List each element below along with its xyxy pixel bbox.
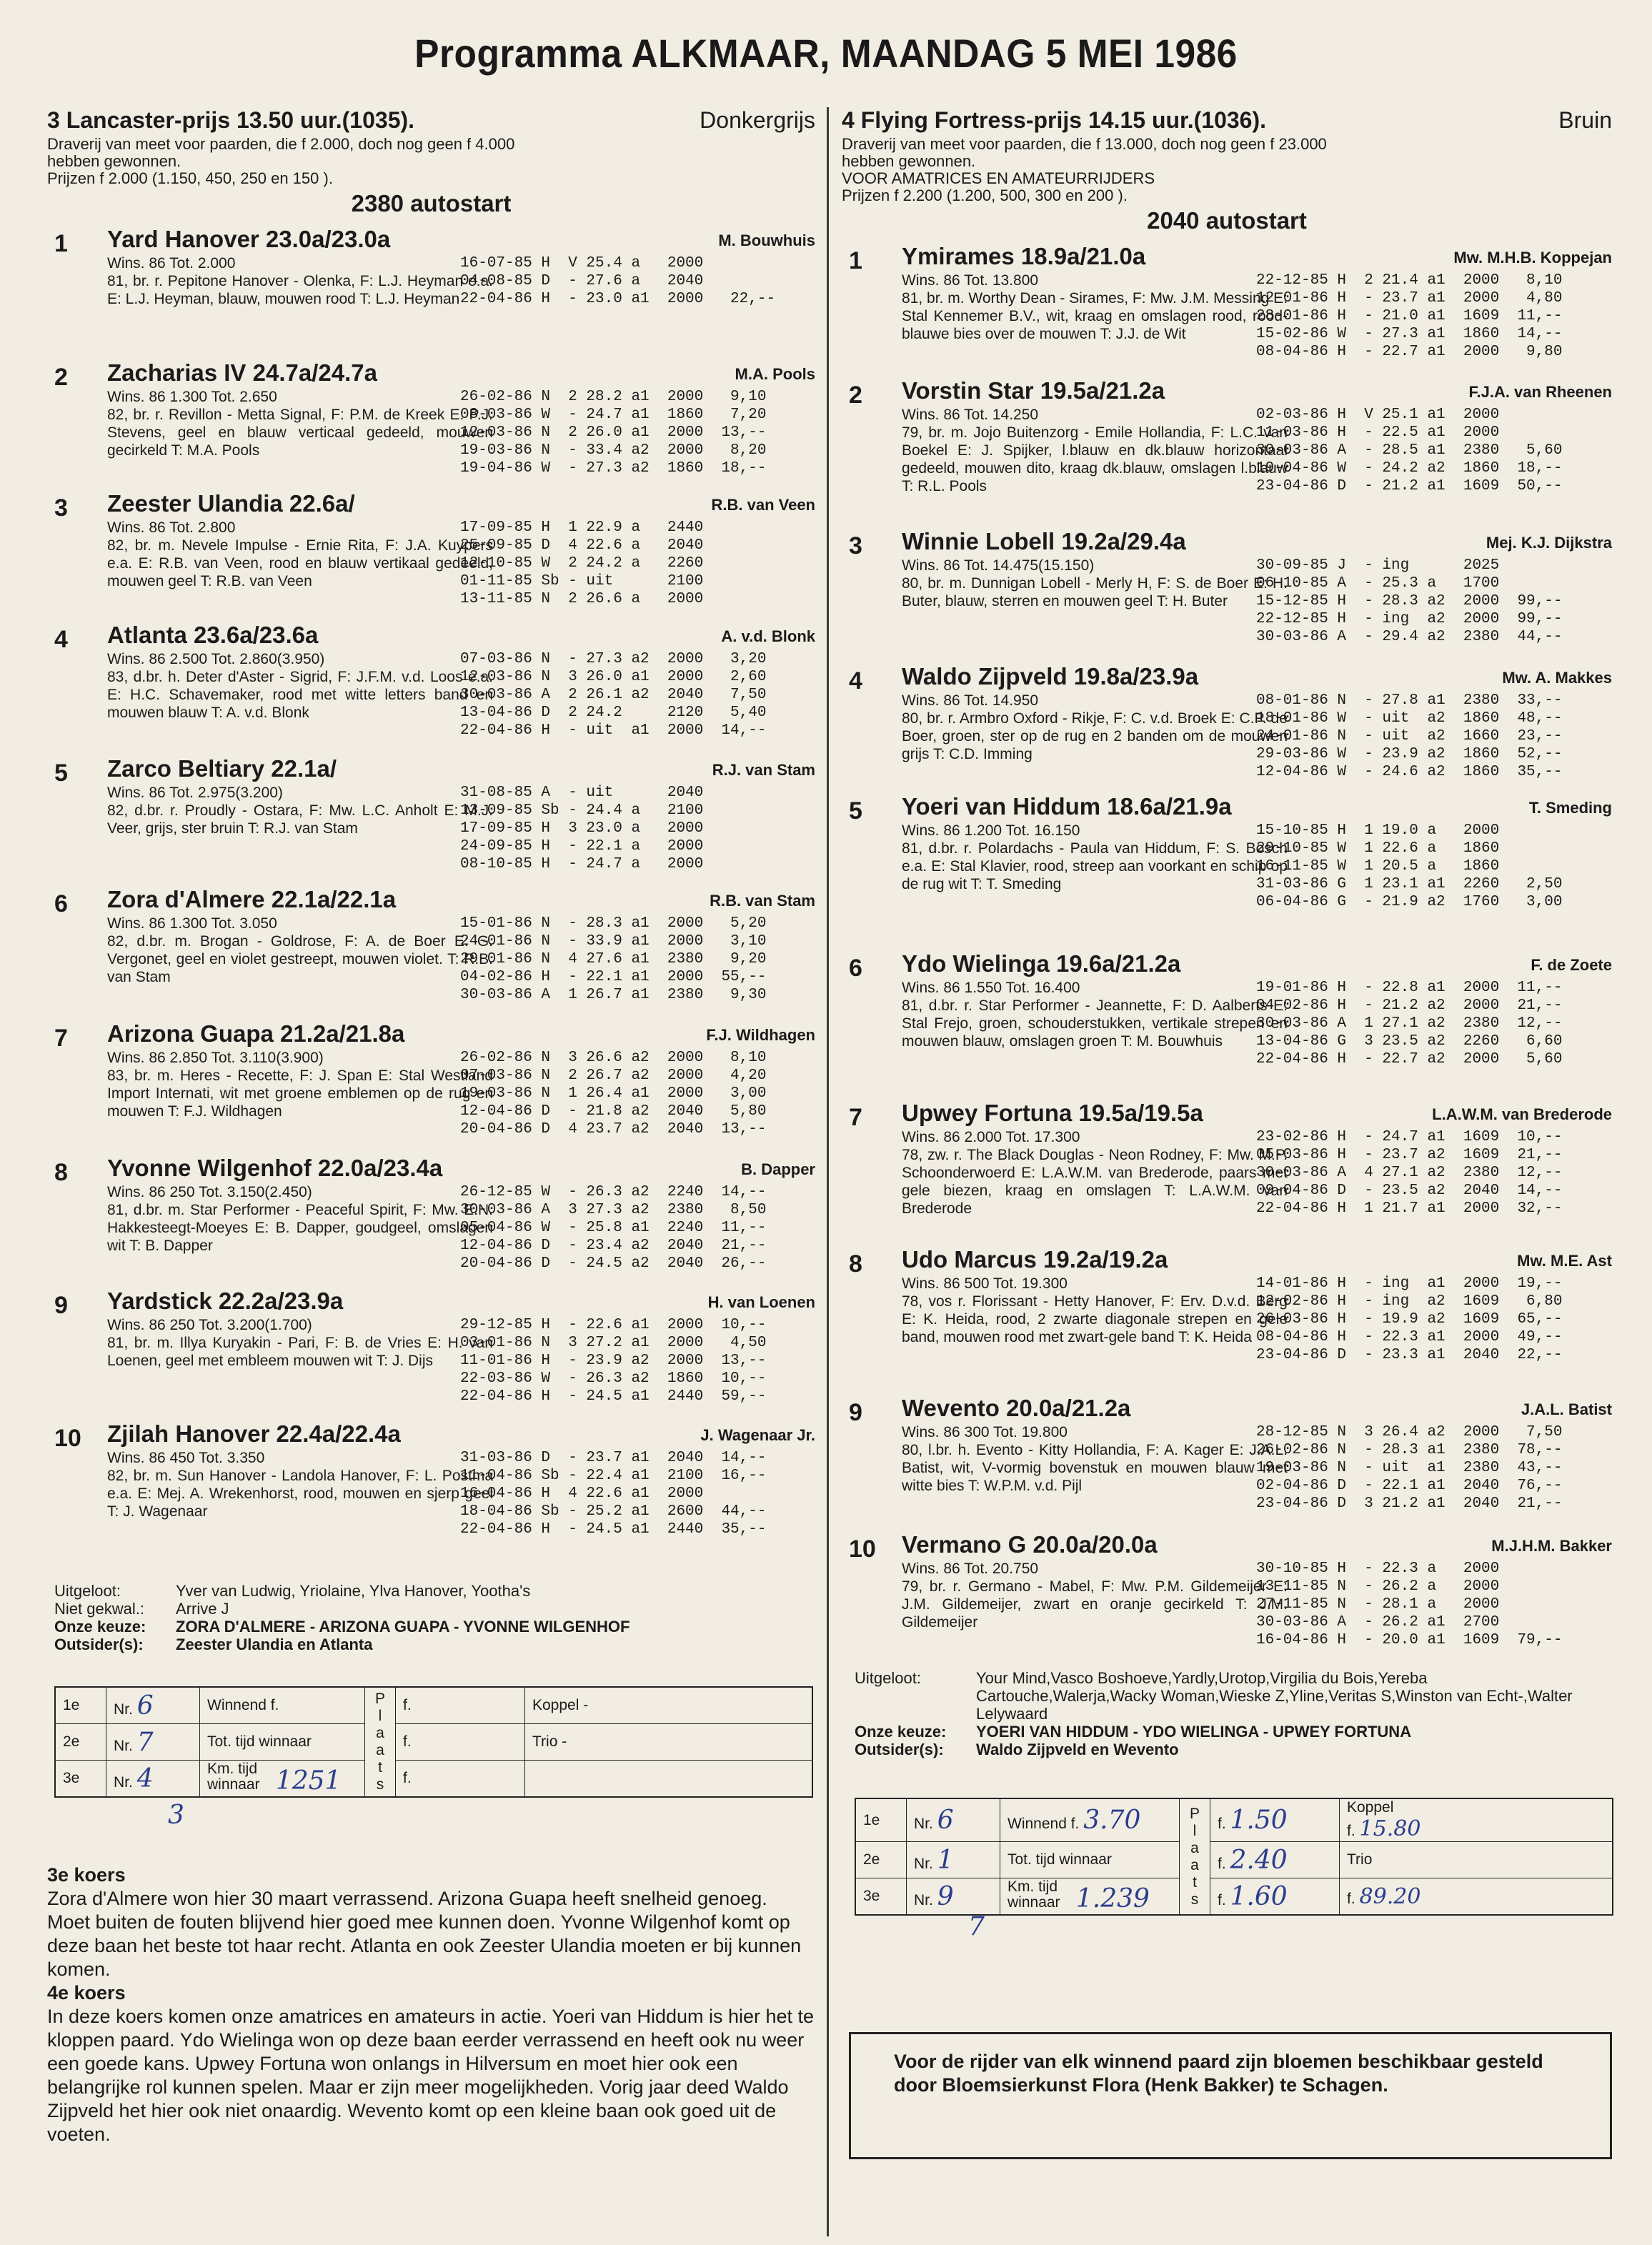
horse-name: Yoeri van Hiddum 18.6a/21.9a (902, 793, 1232, 820)
footer-label: Onze keuze: (855, 1723, 947, 1741)
horse-name: Waldo Zijpveld 19.8a/23.9a (902, 663, 1199, 690)
horse-driver: F. de Zoete (1531, 956, 1612, 974)
horse-name: Upwey Fortuna 19.5a/19.5a (902, 1100, 1203, 1126)
horse-description: Wins. 86 Tot. 14.950 80, br. r. Armbro Oxford - Rikje, F: C. v.d. Broek E: C.P. de Boer, groen, ster op de rug en 2 banden om de mouwen grijs T: C.D. Imming (902, 692, 1288, 762)
race-color: Donkergrijs (700, 107, 815, 133)
commentary (47, 1863, 815, 2146)
nr-label: Nr. (914, 1816, 933, 1832)
horse-name: Yardstick 22.2a/23.9a (107, 1288, 344, 1314)
horse-driver: J. Wagenaar Jr. (700, 1426, 815, 1444)
race-distance: 2380 autostart (351, 190, 512, 216)
horse-driver: M.J.H.M. Bakker (1491, 1537, 1612, 1555)
horse-number: 2 (849, 382, 862, 409)
handwritten-koppel: 15.80 (1359, 1816, 1421, 1841)
nr-label: Nr. (114, 1737, 133, 1754)
horse-driver: F.J.A. van Rheenen (1468, 383, 1612, 401)
footer-label: Outsider(s): (54, 1636, 144, 1653)
column-divider (827, 107, 829, 2236)
horse-name: Wevento 20.0a/21.2a (902, 1395, 1131, 1421)
horse-recent-runs: 26-12-85 W - 26.3 a2 2240 14,-- 30-03-86 A 3 27.3 a2 2380 8,50 05-04-86 W - 25.8 a1 2240 11,-- 12-04-86 D - 23.4 a2 2040 21,-- 20-04-86 D - 24.5 a2 2040 26,-- (460, 1184, 767, 1272)
winnend-label: Winnend f. (200, 1687, 365, 1724)
horse-number: 3 (54, 494, 68, 522)
horse-driver: R.B. van Veen (711, 496, 815, 514)
horse-description: Wins. 86 1.200 Tot. 16.150 81, d.br. r. Polardachs - Paula van Hiddum, F: S. Bosch e.a. E: Stal Klavier, rood, streep aan voorkant en schip op de rug wit T: T. Smeding (902, 822, 1288, 892)
place-label: 1e (55, 1687, 106, 1724)
handwritten-win-amount: 3.70 (1083, 1806, 1141, 1835)
withdrawn-horses: Your Mind,Vasco Boshoeve,Yardly,Urotop,Virgilia du Bois,Yereba Cartouche,Walerja,Wacky Woman,Wieske Z,Yline,Veritas S,Winston van Echt-,Walter Lelywaard (976, 1669, 1573, 1723)
horse-name: Winnie Lobell 19.2a/29.4a (902, 528, 1186, 554)
handwritten-nr: 6 (136, 1691, 154, 1721)
horse-number: 8 (849, 1250, 862, 1278)
horse-number: 1 (54, 230, 68, 257)
horse-number: 6 (849, 955, 862, 982)
horse-description: Wins. 86 500 Tot. 19.300 78, vos r. Florissant - Hetty Hanover, F: Erv. D.v.d. Berg E: K. Heida, rood, 2 zwarte diagonale strepen en gele band, mouwen rood met zwart-gele band T: K. Heida (902, 1275, 1288, 1345)
horse-description: Wins. 86 450 Tot. 3.350 82, br. m. Sun Hanover - Landola Hanover, F: L. Postma e.a. E: Mej. A. Wrekenhorst, rood, mouwen en sjerp geel T: J. Wagenaar (107, 1450, 493, 1520)
race-title: 3 Lancaster-prijs 13.50 uur.(1035). (47, 107, 415, 133)
horse-description: Wins. 86 Tot. 2.800 82, br. m. Nevele Impulse - Ernie Rita, F: J.A. Kuypers e.a. E: R.B. van Veen, rood en blauw vertikaal gedeeld, mouwen geel T: R.B. van Veen (107, 519, 493, 589)
race-footer-left (54, 1582, 812, 1653)
horse-name: Yvonne Wilgenhof 22.0a/23.4a (107, 1155, 443, 1181)
footer-label: Uitgeloot: (54, 1582, 121, 1600)
horse-driver: R.J. van Stam (712, 761, 815, 779)
horse-number: 9 (54, 1292, 68, 1319)
race-distance: 2040 autostart (1147, 207, 1307, 234)
horse-description: Wins. 86 1.300 Tot. 3.050 82, d.br. m. Brogan - Goldrose, F: A. de Boer E: G. Vergonet, geel en violet gestreept, mouwen violet. T: R.B. van Stam (107, 915, 493, 985)
horse-recent-runs: 19-01-86 H - 22.8 a1 2000 11,-- 04-02-86 H - 21.2 a2 2000 21,-- 30-03-86 A 1 27.1 a2 2380 12,-- 13-04-86 G 3 23.5 a2 2260 6,60 22-04-86 H - 22.7 a2 2000 5,60 (1256, 980, 1563, 1067)
race-condition-line: Draverij van meet voor paarden, die f 13.000, doch nog geen f 23.000 (842, 135, 1327, 153)
place-label: 3e (855, 1878, 907, 1916)
footer-label: Outsider(s): (855, 1741, 944, 1758)
horse-recent-runs: 14-01-86 H - ing a1 2000 19,-- 12-02-86 H - ing a2 1609 6,80 26-03-86 H - 19.9 a2 1609 65,-- 08-04-86 H - 22.3 a1 2000 49,-- 23-04-86 D - 23.3 a1 2040 22,-- (1256, 1275, 1563, 1363)
plaats-label: P l a a t s (1180, 1798, 1210, 1915)
nr-label: Nr. (914, 1855, 933, 1872)
horse-description: Wins. 86 1.550 Tot. 16.400 81, d.br. r. Star Performer - Jeannette, F: D. Aalberts E: Stal Frejo, groen, schouderstukken, vertikale strepen en mouwen blauw, omslagen groen T: M. Bouwhuis (902, 980, 1288, 1050)
place-label: 2e (55, 1724, 106, 1761)
race-column-right (842, 107, 1612, 1648)
horse-description: Wins. 86 2.850 Tot. 3.110(3.900) 83, br. m. Heres - Recette, F: J. Span E: Stal Westland Import Internati, wit met groene emblemen op de rug en mouwen T: F.J. Wildhagen (107, 1050, 493, 1120)
f-label: f. (396, 1761, 525, 1798)
race-condition-line: VOOR AMATRICES EN AMATEURRIJDERS (842, 169, 1155, 187)
race-condition-line: Draverij van meet voor paarden, die f 2.000, doch nog geen f 4.000 (47, 135, 515, 153)
our-choice: ZORA D'ALMERE - ARIZONA GUAPA - YVONNE WILGENHOF (176, 1618, 630, 1636)
tot-tijd-label: Tot. tijd winnaar (200, 1724, 365, 1761)
horse-recent-runs: 22-12-85 H 2 21.4 a1 2000 8,10 12-01-86 H - 23.7 a1 2000 4,80 28-01-86 H - 21.0 a1 1609 11,-- 15-02-86 W - 27.3 a1 1860 14,-- 08-04-86 H - 22.7 a1 2000 9,80 (1256, 272, 1563, 360)
horse-description: Wins. 86 250 Tot. 3.200(1.700) 81, br. m. Illya Kuryakin - Pari, F: B. de Vries E: H. van Loenen, geel met embleem mouwen wit T: J. Dijs (107, 1317, 493, 1369)
horse-name: Atlanta 23.6a/23.6a (107, 622, 319, 648)
f-label: f. (1218, 1855, 1226, 1872)
handwritten-km-time: 1.239 (1075, 1884, 1150, 1913)
horse-recent-runs: 23-02-86 H - 24.7 a1 1609 10,-- 05-03-86 H - 23.7 a2 1609 21,-- 30-03-86 A 4 27.1 a2 2380 12,-- 09-04-86 D - 23.5 a2 2040 14,-- 22-04-86 H 1 21.7 a1 2000 32,-- (1256, 1129, 1563, 1217)
horse-driver: M.A. Pools (735, 365, 815, 383)
handwritten-km-time: 1251 (275, 1766, 342, 1796)
plaats-label: P l a a t s (365, 1687, 396, 1797)
handwritten-place-amount: 1.60 (1230, 1881, 1288, 1911)
horse-description: Wins. 86 2.000 Tot. 17.300 78, zw. r. The Black Douglas - Neon Rodney, F: Mw. M.P. Schoonderwoerd E: L.A.W.M. van Brederode, paars met gele biezen, kraag en omslagen T: L.A.W.M. van Brederode (902, 1129, 1288, 1217)
horse-number: 7 (54, 1025, 68, 1052)
horse-name: Yard Hanover 23.0a/23.0a (107, 226, 391, 252)
handwritten-nr: 9 (937, 1881, 954, 1911)
horse-name: Zarco Beltiary 22.1a/ (107, 755, 337, 782)
handwritten-nr: 1 (937, 1845, 954, 1875)
horse-driver: Mw. A. Makkes (1502, 669, 1612, 687)
page-title: Programma ALKMAAR, MAANDAG 5 MEI 1986 (414, 31, 1238, 76)
commentary-text: Zora d'Almere won hier 30 maart verrassend. Arizona Guapa heeft snelheid genoeg. Moet buiten de fouten blijvend hier goed mee kunnen doen. Yvonne Wilgenhof komt op deze baan het beste tot haar recht. Atlanta en ook Zeester Ulandia moeten er bij kunnen komen. (47, 1888, 802, 1980)
race-column-left (47, 107, 815, 1538)
result-table-right (855, 1798, 1613, 1916)
horse-name: Vermano G 20.0a/20.0a (902, 1531, 1158, 1558)
horse-driver: R.B. van Stam (710, 892, 815, 910)
horse-recent-runs: 30-10-85 H - 22.3 a 2000 13-11-85 N - 26.2 a 2000 27-11-85 N - 28.1 a 2000 30-03-86 A - 26.2 a1 2700 16-04-86 H - 20.0 a1 1609 79,-- (1256, 1560, 1563, 1648)
horse-recent-runs: 26-02-86 N 3 26.6 a2 2000 8,10 07-03-86 N 2 26.7 a2 2000 4,20 19-03-86 N 1 26.4 a1 2000 3,00 12-04-86 D - 21.8 a2 2040 5,80 20-04-86 D 4 23.7 a2 2040 13,-- (460, 1050, 767, 1138)
trio-label: Trio (1347, 1851, 1373, 1868)
footer-label: Uitgeloot: (855, 1669, 921, 1687)
horse-number: 5 (54, 760, 68, 787)
horse-recent-runs: 31-03-86 D - 23.7 a1 2040 14,-- 11-04-86 Sb - 22.4 a1 2100 16,-- 16-04-86 H 4 22.6 a1 2000 18-04-86 Sb - 25.2 a1 2600 44,-- 22-04-86 H - 24.5 a1 2440 35,-- (460, 1450, 767, 1538)
horse-recent-runs: 30-09-85 J - ing 2025 06-10-85 A - 25.3 a 1700 15-12-85 H - 28.3 a2 2000 99,-- 22-12-85 H - ing a2 2000 99,-- 30-03-86 A - 29.4 a2 2380 44,-- (1256, 557, 1563, 645)
horse-driver: M. Bouwhuis (718, 232, 815, 249)
horse-number: 10 (54, 1425, 81, 1452)
f-label: f. (1347, 1890, 1355, 1907)
horse-recent-runs: 31-08-85 A - uit 2040 13-09-85 Sb - 24.4 a 2100 17-09-85 H 3 23.0 a 2000 24-09-85 H - 22.1 a 2000 08-10-85 H - 24.7 a 2000 (460, 785, 704, 872)
nr-label: Nr. (114, 1701, 133, 1718)
horse-description: Wins. 86 300 Tot. 19.800 80, l.br. h. Evento - Kitty Hollandia, F: A. Kager E: J.A.L. Batist, wit, V-vormig bovenstuk en mouwen blauw met witte bies T: W.P.M. v.d. Pijl (902, 1424, 1288, 1494)
result-table-left (54, 1686, 813, 1798)
horse-number: 1 (849, 247, 862, 274)
winnend-label: Winnend f. (1007, 1816, 1080, 1832)
race-title: 4 Flying Fortress-prijs 14.15 uur.(1036). (842, 107, 1266, 133)
race-conditions (47, 136, 815, 187)
f-label: f. (1218, 1891, 1226, 1908)
horse-number: 7 (849, 1104, 862, 1131)
horse-number: 8 (54, 1159, 68, 1186)
horse-number: 4 (54, 626, 68, 653)
handwritten-nr: 7 (136, 1727, 154, 1757)
place-label: 3e (55, 1761, 106, 1798)
race-header (842, 107, 1612, 136)
horse-number: 10 (849, 1535, 876, 1563)
race-condition-line: hebben gewonnen. (842, 152, 976, 170)
handwritten-nr-extra: 7 (968, 1912, 985, 1941)
horse-description: Wins. 86 Tot. 13.800 81, br. m. Worthy Dean - Sirames, F: Mw. J.M. Messing E: Stal Kennemer B.V., wit, kraag en omslagen rood, rood-blauwe bies over de mouwen T: J.J. de Wit (902, 272, 1288, 342)
horse-description: Wins. 86 250 Tot. 3.150(2.450) 81, d.br. m. Star Performer - Peaceful Spirit, F: Mw. E.N. Hakkesteegt-Moeyes E: B. Dapper, goudgeel, omslagen wit T: B. Dapper (107, 1184, 493, 1254)
trio-value: - (562, 1733, 567, 1750)
horse-name: Arizona Guapa 21.2a/21.8a (107, 1020, 405, 1047)
horse-recent-runs: 16-07-85 H V 25.4 a 2000 04-08-85 D - 27.6 a 2040 22-04-86 H - 23.0 a1 2000 22,-- (460, 255, 776, 307)
horse-driver: Mw. M.H.B. Koppejan (1453, 249, 1612, 267)
nr-label: Nr. (114, 1773, 133, 1791)
horse-description: Wins. 86 Tot. 2.000 81, br. r. Pepitone Hanover - Olenka, F: L.J. Heyman e.a. E: L.J. Heyman, blauw, mouwen rood T: L.J. Heyman (107, 255, 493, 307)
horse-driver: T. Smeding (1528, 799, 1612, 817)
horse-driver: A. v.d. Blonk (721, 627, 815, 645)
horse-recent-runs: 15-01-86 N - 28.3 a1 2000 5,20 24-01-86 N - 33.9 a1 2000 3,10 29-01-86 N 4 27.6 a1 2380 9,20 04-02-86 H - 22.1 a1 2000 55,-- 30-03-86 A 1 26.7 a1 2380 9,30 (460, 915, 767, 1003)
horse-description: Wins. 86 Tot. 2.975(3.200) 82, d.br. r. Proudly - Ostara, F: Mw. L.C. Anholt E: M.J. Veer, grijs, ster bruin T: R.J. van Stam (107, 785, 493, 837)
horse-recent-runs: 15-10-85 H 1 19.0 a 2000 29-10-85 W 1 22.6 a 1860 16-11-85 W 1 20.5 a 1860 31-03-86 G 1 23.1 a1 2260 2,50 06-04-86 G - 21.9 a2 1760 3,00 (1256, 822, 1563, 910)
f-label: f. (1218, 1816, 1226, 1832)
horse-name: Zacharias IV 24.7a/24.7a (107, 359, 377, 386)
race-header (47, 107, 815, 136)
race-condition-line: hebben gewonnen. (47, 152, 181, 170)
handwritten-nr-extra: 3 (168, 1801, 184, 1830)
handwritten-nr: 6 (937, 1806, 954, 1835)
sponsor-banner: Voor de rijder van elk winnend paard zijn bloemen beschikbaar gesteld door Bloemsierkunst Flora (Henk Bakker) te Schagen. (849, 2032, 1612, 2159)
race-conditions (842, 136, 1612, 204)
f-label: f. (1347, 1823, 1355, 1839)
handwritten-place-amount: 2.40 (1230, 1845, 1288, 1875)
nr-label: Nr. (914, 1891, 933, 1908)
horse-driver: Mej. K.J. Dijkstra (1486, 534, 1612, 552)
horse-name: Udo Marcus 19.2a/19.2a (902, 1246, 1168, 1273)
koppel-label: Koppel (1347, 1799, 1394, 1816)
km-tijd-label: Km. tijd winnaar (207, 1761, 260, 1793)
horse-number: 4 (849, 667, 862, 695)
horse-number: 2 (54, 364, 68, 391)
horse-description: Wins. 86 2.500 Tot. 2.860(3.950) 83, d.br. h. Deter d'Aster - Sigrid, F: J.F.M. v.d. Loos e.a. E: H.C. Schavemaker, rood met witte letters band en mouwen blauw T: A. v.d. Blonk (107, 651, 493, 721)
horse-name: Ymirames 18.9a/21.0a (902, 243, 1146, 269)
commentary-heading: 3e koers (47, 1864, 126, 1886)
horse-recent-runs: 28-12-85 N 3 26.4 a2 2000 7,50 26-02-86 N - 28.3 a1 2380 78,-- 19-03-86 N - uit a1 2380 43,-- 02-04-86 D - 22.1 a1 2040 76,-- 23-04-86 D 3 21.2 a1 2040 21,-- (1256, 1424, 1563, 1512)
horse-name: Zjilah Hanover 22.4a/22.4a (107, 1420, 401, 1447)
not-qualified-horses: Arrive J (176, 1600, 229, 1618)
horse-recent-runs: 26-02-86 N 2 28.2 a1 2000 9,10 08-03-86 W - 24.7 a1 1860 7,20 12-03-86 N 2 26.0 a1 2000 13,-- 19-03-86 N - 33.4 a2 2000 8,20 19-04-86 W - 27.3 a2 1860 18,-- (460, 389, 767, 477)
handwritten-place-amount: 1.50 (1230, 1806, 1288, 1835)
withdrawn-horses: Yver van Ludwig, Yriolaine, Ylva Hanover, Yootha's (176, 1582, 531, 1600)
f-label: f. (396, 1687, 525, 1724)
race-color: Bruin (1558, 107, 1612, 133)
horse-number: 5 (849, 797, 862, 825)
race-footer-right (855, 1669, 1612, 1758)
horse-description: Wins. 86 Tot. 14.475(15.150) 80, br. m. Dunnigan Lobell - Merly H, F: S. de Boer E: H. Buter, blauw, sterren en mouwen geel T: H. Buter (902, 557, 1288, 609)
horse-description: Wins. 86 Tot. 14.250 79, br. m. Jojo Buitenzorg - Emile Hollandia, F: L.C. van Boekel E: J. Spijker, l.blauw en dk.blauw horizontaal gedeeld, mouwen dito, kraag dk.blauw, omslagen l.blauw T: R.L. Pools (902, 407, 1288, 494)
horse-name: Zeester Ulandia 22.6a/ (107, 490, 355, 517)
our-choice: YOERI VAN HIDDUM - YDO WIELINGA - UPWEY FORTUNA (976, 1723, 1412, 1741)
horse-description: Wins. 86 1.300 Tot. 2.650 82, br. r. Revillon - Metta Signal, F: P.M. de Kreek E: P.J. Stevens, geel en blauw verticaal gedeeld, mouwen gecirkeld T: M.A. Pools (107, 389, 493, 459)
horse-driver: F.J. Wildhagen (706, 1026, 815, 1044)
horse-recent-runs: 17-09-85 H 1 22.9 a 2440 25-09-85 D 4 22.6 a 2040 12-10-85 W 2 24.2 a 2260 01-11-85 Sb - uit 2100 13-11-85 N 2 26.6 a 2000 (460, 519, 704, 607)
f-label: f. (396, 1724, 525, 1761)
horse-name: Vorstin Star 19.5a/21.2a (902, 377, 1165, 404)
race-condition-line: Prijzen f 2.000 (1.150, 450, 250 en 150 ). (47, 169, 333, 187)
horse-name: Zora d'Almere 22.1a/22.1a (107, 886, 397, 912)
km-tijd-label: Km. tijd winnaar (1007, 1878, 1060, 1911)
horse-driver: B. Dapper (741, 1160, 815, 1178)
horse-number: 6 (54, 890, 68, 917)
footer-label: Onze keuze: (54, 1618, 146, 1636)
horse-recent-runs: 07-03-86 N - 27.3 a2 2000 3,20 12-03-86 N 3 26.0 a1 2000 2,60 30-03-86 A 2 26.1 a2 2040 7,50 13-04-86 D 2 24.2 2120 5,40 22-04-86 H - uit a1 2000 14,-- (460, 651, 767, 739)
horse-number: 9 (849, 1399, 862, 1426)
commentary-text: In deze koers komen onze amatrices en amateurs in actie. Yoeri van Hiddum is hier het te kloppen paard. Ydo Wielinga won op deze baan eerder verrassend en heeft ook nu weer een goede kans. Upwey Fortuna won onlangs in Hilversum en moet hier ook een belangrijke rol kunnen spelen. Maar er zijn meer mogelijkheden. Vorig jaar deed Waldo Zijpveld het hier ook niet onaardig. Wevento komt op een kleine baan ook goed uit de voeten. (47, 2006, 815, 2145)
commentary-heading: 4e koers (47, 1982, 126, 2003)
horse-recent-runs: 08-01-86 N - 27.8 a1 2380 33,-- 18-01-86 W - uit a2 1860 48,-- 24-01-86 N - uit a2 1660 23,-- 29-03-86 W - 23.9 a2 1860 52,-- 12-04-86 W - 24.6 a2 1860 35,-- (1256, 692, 1563, 780)
trio-label: Trio (532, 1733, 558, 1750)
place-label: 1e (855, 1798, 907, 1842)
footer-label: Niet gekwal.: (54, 1600, 144, 1618)
outsiders: Zeester Ulandia en Atlanta (176, 1636, 373, 1653)
horse-driver: L.A.W.M. van Brederode (1432, 1105, 1612, 1123)
horse-description: Wins. 86 Tot. 20.750 79, br. r. Germano - Mabel, F: Mw. P.M. Gildemeijer E: J.M. Gildemeijer, zwart en oranje gecirkeld T: J.M. Gildemeijer (902, 1560, 1288, 1631)
koppel-label: Koppel (532, 1697, 579, 1713)
outsiders: Waldo Zijpveld en Wevento (976, 1741, 1179, 1758)
horse-number: 3 (849, 532, 862, 559)
horse-recent-runs: 29-12-85 H - 22.6 a1 2000 10,-- 03-01-86 N 3 27.2 a1 2000 4,50 11-01-86 H - 23.9 a2 2000 13,-- 22-03-86 W - 26.3 a2 1860 10,-- 22-04-86 H - 24.5 a1 2440 59,-- (460, 1317, 767, 1405)
race-condition-line: Prijzen f 2.200 (1.200, 500, 300 en 200 ). (842, 186, 1128, 204)
horse-driver: J.A.L. Batist (1521, 1400, 1612, 1418)
handwritten-trio: 89.20 (1359, 1883, 1421, 1909)
koppel-value: - (583, 1697, 589, 1713)
horse-driver: H. van Loenen (707, 1293, 815, 1311)
tot-tijd-label: Tot. tijd winnaar (1000, 1842, 1180, 1878)
horse-driver: Mw. M.E. Ast (1517, 1252, 1612, 1270)
place-label: 2e (855, 1842, 907, 1878)
horse-name: Ydo Wielinga 19.6a/21.2a (902, 950, 1181, 977)
handwritten-nr: 4 (136, 1763, 154, 1793)
horse-recent-runs: 02-03-86 H V 25.1 a1 2000 11-03-86 H - 22.5 a1 2000 30-03-86 A - 28.5 a1 2380 5,60 19-04-86 W - 24.2 a2 1860 18,-- 23-04-86 D - 21.2 a1 1609 50,-- (1256, 407, 1563, 494)
